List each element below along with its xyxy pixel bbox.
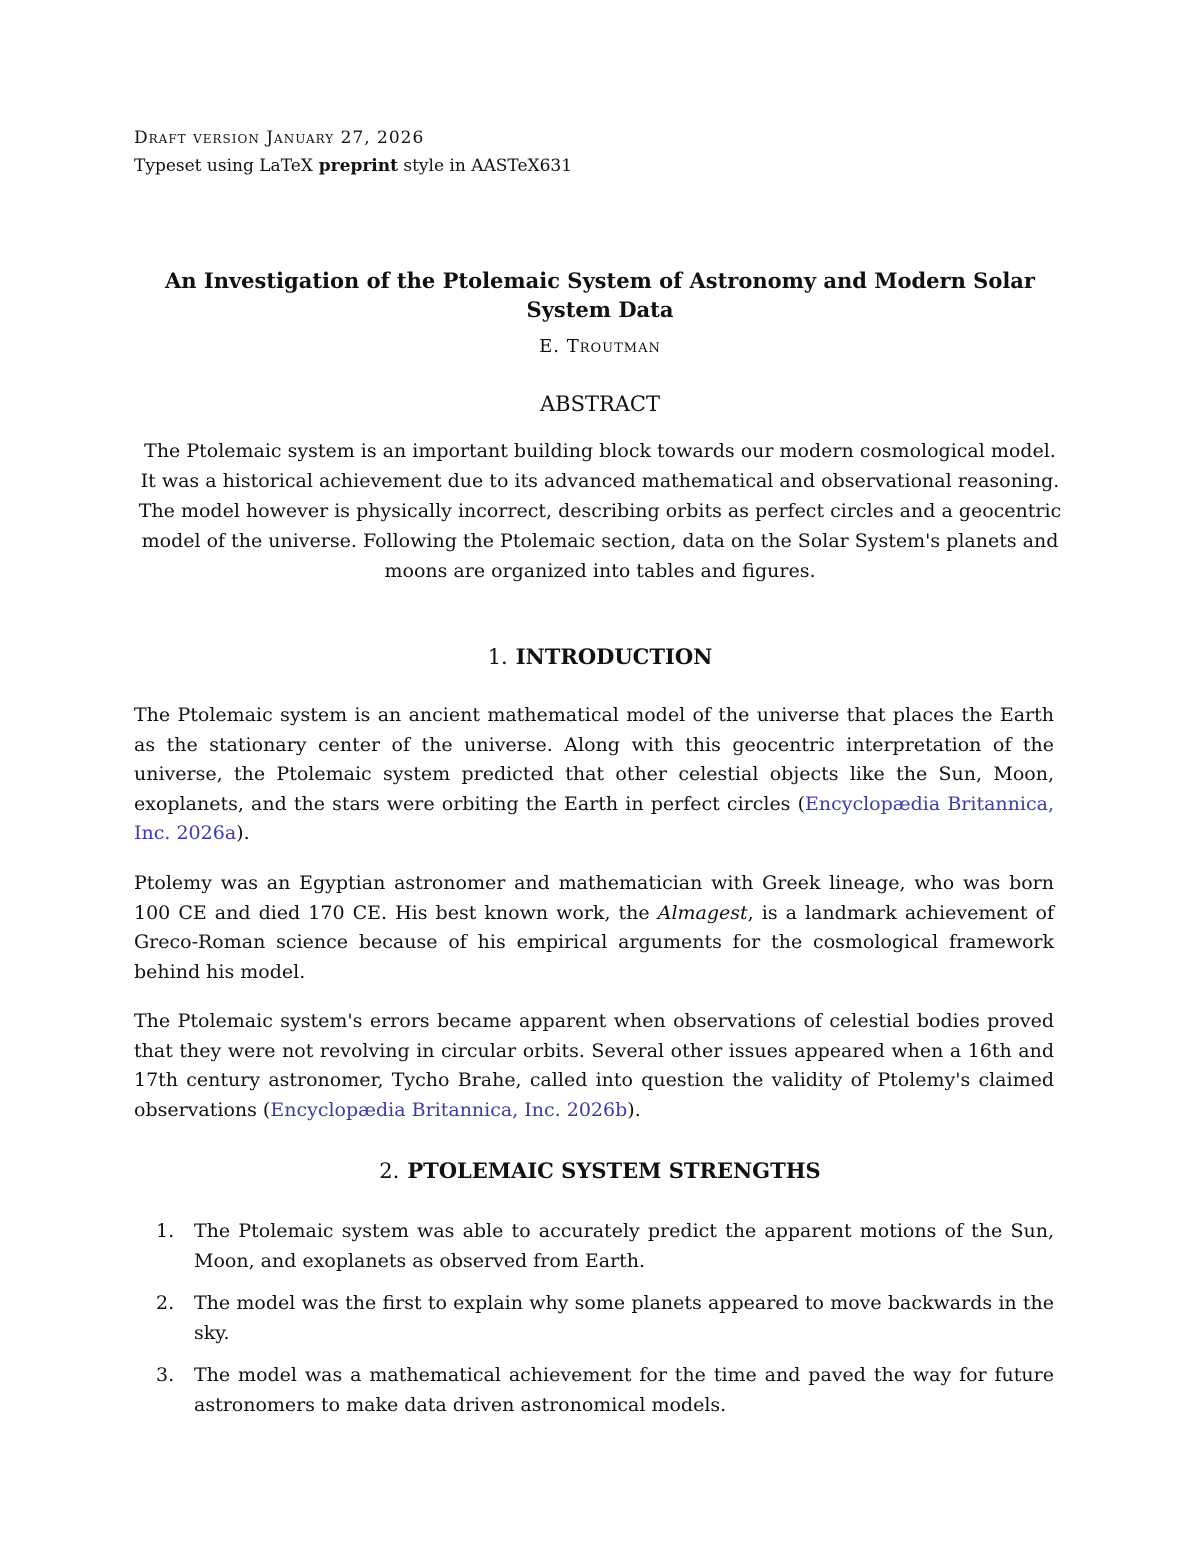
- intro-p3-text: The Ptolemaic system's errors became apparent when observations of celestial bodies proved that they were not revolving in circular orbits. Several other issues appeared when a 16th and 17th century astronomer, Tycho Brahe, called into question the validity of Ptolemy's claimed observations (: [134, 1010, 1054, 1121]
- intro-p1-end: ).: [236, 822, 250, 844]
- list-item: [134, 1217, 1054, 1276]
- list-item-number: 2.: [156, 1292, 175, 1314]
- typeset-line: [134, 156, 572, 176]
- citation-link-2026a[interactable]: Encyclopædia Britannica, Inc. 2026a: [134, 792, 1054, 844]
- list-item-number: 1.: [156, 1220, 175, 1242]
- intro-p1-text: The Ptolemaic system is an ancient mathematical model of the universe that places the Earth as the stationary center of the universe. Along with this geocentric interpretation of the universe, the Ptolemaic system predicted that other celestial objects like the Sun, Moon, exoplanets, and the stars were orbiting the Earth in perfect circles (: [134, 704, 1054, 815]
- list-item-number: 3.: [156, 1364, 175, 1386]
- intro-p2-a: Ptolemy was an Egyptian astronomer and mathematician with Greek lineage, who was born 100 CE and died 170 CE. His best known work, the: [134, 872, 1054, 924]
- section-2-heading: [134, 1158, 1066, 1183]
- intro-paragraph-2: [134, 869, 1054, 987]
- strengths-list: [134, 1217, 1054, 1433]
- section-2-number: 2.: [379, 1159, 400, 1183]
- abstract-heading: ABSTRACT: [539, 392, 661, 416]
- list-item: [134, 1289, 1054, 1348]
- intro-paragraph-3: [134, 1007, 1054, 1125]
- list-item-text: The model was a mathematical achievement for the time and paved the way for future astronomers to make data driven astronomical models.: [194, 1364, 1054, 1416]
- typeset-style: preprint: [312, 156, 398, 176]
- section-1-number: 1.: [487, 645, 508, 669]
- section-1-heading: [134, 644, 1066, 669]
- intro-p2-b: , is a landmark achievement of Greco-Roman science because of his empirical arguments for the cosmological framework behind his model.: [134, 901, 1054, 983]
- intro-paragraph-1: [134, 701, 1054, 849]
- latex-logo: LaTeX: [259, 156, 313, 176]
- list-item: [134, 1361, 1054, 1420]
- list-item-text: The model was the first to explain why some planets appeared to move backwards in the sky.: [194, 1292, 1054, 1344]
- almagest-title: Almagest: [657, 901, 748, 924]
- draft-version-line: Draft version January 27, 2026: [134, 128, 425, 148]
- citation-link-2026b[interactable]: Encyclopædia Britannica, Inc. 2026b: [270, 1098, 628, 1121]
- section-2-title: PTOLEMAIC SYSTEM STRENGTHS: [407, 1158, 821, 1183]
- paper-title: An Investigation of the Ptolemaic System of Astronomy and Modern Solar System Data: [165, 268, 1035, 322]
- typeset-prefix: Typeset using: [134, 156, 260, 176]
- author-name: E. Troutman: [539, 336, 661, 357]
- intro-p3-end: ).: [627, 1098, 641, 1121]
- section-1-title: INTRODUCTION: [515, 644, 713, 669]
- abstract-body: The Ptolemaic system is an important building block towards our modern cosmological model. It was a historical achievement due to its advanced mathematical and observational reasoning. The model however is physically incorrect, describing orbits as perfect circles and a geocentric model of the universe. Following the Ptolemaic section, data on the Solar System's planets and moons are organized into tables and figures.: [138, 440, 1062, 582]
- typeset-suffix: style in AASTeX631: [397, 156, 573, 176]
- list-item-text: The Ptolemaic system was able to accurately predict the apparent motions of the Sun, Moon, and exoplanets as observed from Earth.: [194, 1220, 1054, 1272]
